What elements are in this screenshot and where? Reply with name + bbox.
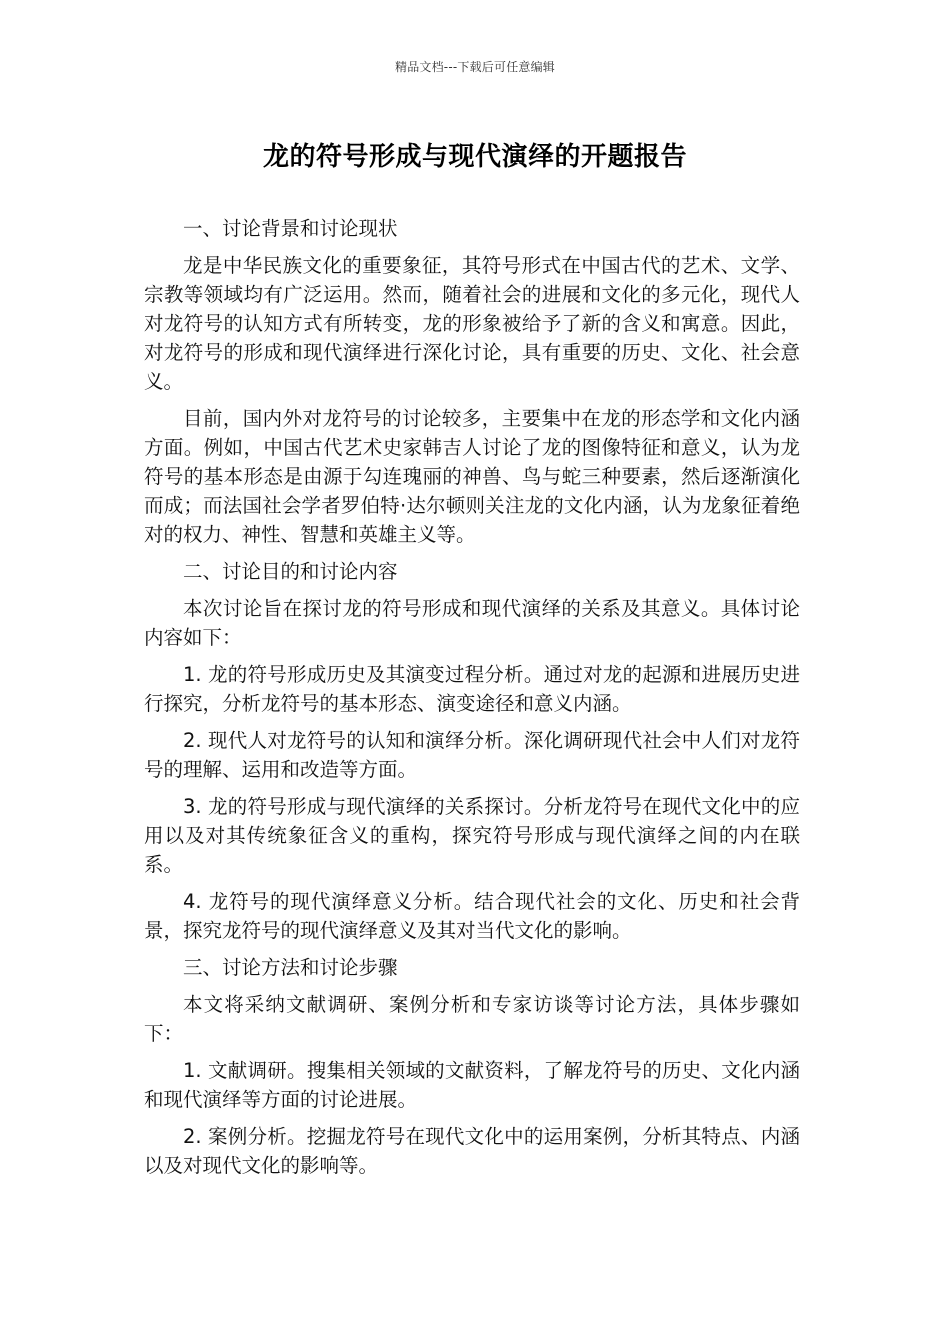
header-note: 精品文档---下载后可任意编辑 (395, 60, 555, 74)
list-item: 1. 龙的符号形成历史及其演变过程分析。通过对龙的起源和进展历史进行探究，分析龙符号的基本形态、演变途径和意义内涵。 (144, 663, 800, 715)
list-item: 4. 龙符号的现代演绎意义分析。结合现代社会的文化、历史和社会背景，探究龙符号的现代演绎意义及其对当代文化的影响。 (144, 890, 800, 942)
section-heading: 一、讨论背景和讨论现状 (183, 217, 398, 240)
list-item: 3. 龙的符号形成与现代演绎的关系探讨。分析龙符号在现代文化中的应用以及对其传统象征含义的重构，探究符号形成与现代演绎之间的内在联系。 (144, 795, 800, 876)
paragraph: 本文将采纳文献调研、案例分析和专家访谈等讨论方法，具体步骤如下： (144, 993, 800, 1045)
section-heading: 三、讨论方法和讨论步骤 (183, 956, 398, 979)
section-heading: 二、讨论目的和讨论内容 (183, 560, 398, 583)
paragraph: 龙是中华民族文化的重要象征，其符号形式在中国古代的艺术、文学、宗教等领域均有广泛运用。然而，随着社会的进展和文化的多元化，现代人对龙符号的认知方式有所转变，龙的形象被给予了新的含义和寓意。因此，对龙符号的形成和现代演绎进行深化讨论，具有重要的历史、文化、社会意义。 (144, 254, 800, 393)
document-body (144, 214, 800, 1188)
list-item: 2. 现代人对龙符号的认知和演绎分析。深化调研现代社会中人们对龙符号的理解、运用和改造等方面。 (144, 729, 800, 781)
paragraph: 目前，国内外对龙符号的讨论较多，主要集中在龙的形态学和文化内涵方面。例如，中国古代艺术史家韩吉人讨论了龙的图像特征和意义，认为龙符号的基本形态是由源于勾连瑰丽的神兽、鸟与蛇三种要素，然后逐渐演化而成；而法国社会学者罗伯特·达尔顿则关注龙的文化内涵，认为龙象征着绝对的权力、神性、智慧和英雄主义等。 (144, 407, 800, 546)
list-item: 1. 文献调研。搜集相关领域的文献资料，了解龙符号的历史、文化内涵和现代演绎等方面的讨论进展。 (144, 1059, 800, 1111)
list-item: 2. 案例分析。挖掘龙符号在现代文化中的运用案例，分析其特点、内涵以及对现代文化的影响等。 (144, 1125, 800, 1177)
document-title: 龙的符号形成与现代演绎的开题报告 (262, 142, 687, 172)
paragraph: 本次讨论旨在探讨龙的符号形成和现代演绎的关系及其意义。具体讨论内容如下： (144, 597, 800, 649)
